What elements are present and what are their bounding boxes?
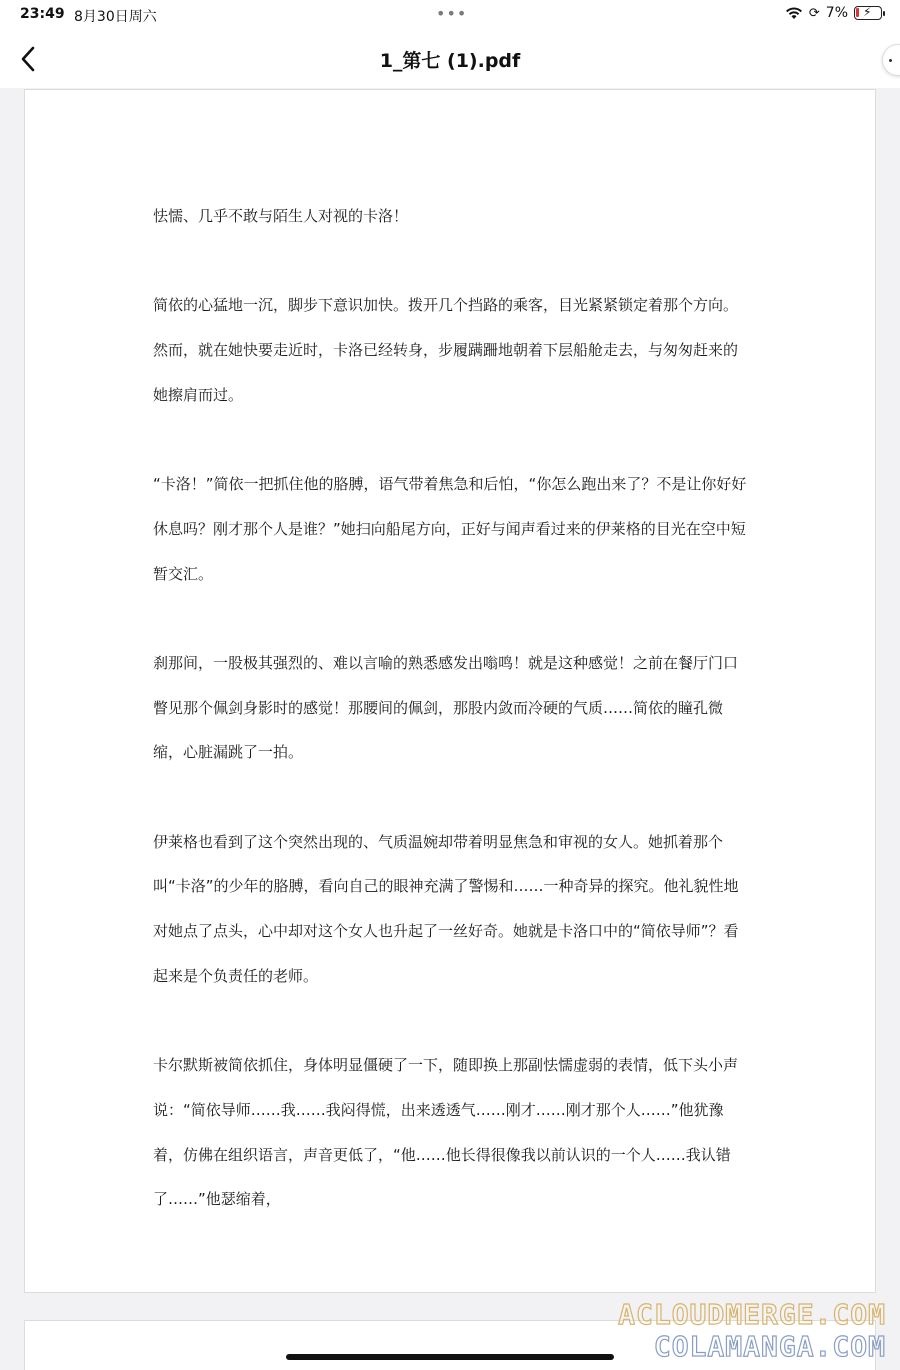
- paragraph: 卡尔默斯被简依抓住，身体明显僵硬了一下，随即换上那副怯懦虚弱的表情，低下头小声说：“简依导师……我……我闷得慌，出来透透气……刚才……刚才那个人……”他犹豫着，仿佛在组织语言，声音更低了，“他……他长得很像我以前认识的一个人……我认错了……”他瑟缩着，: [153, 1056, 739, 1209]
- charging-bolt-icon: ⚡: [863, 5, 872, 19]
- paragraph: 刹那间，一股极其强烈的、难以言喻的熟悉感发出嗡鸣！就是这种感觉！之前在餐厅门口瞥见那个佩剑身影时的感觉！那腰间的佩剑，那股内敛而冷硬的气质……简依的瞳孔微缩，心脏漏跳了一拍。: [153, 653, 739, 762]
- battery-icon: [854, 6, 882, 20]
- paragraph: “卡洛！”简依一把抓住他的胳膊，语气带着焦急和后怕，“你怎么跑出来了？不是让你好好休息吗？刚才那个人是谁？”她扫向船尾方向，正好与闻声看过来的伊莱格的目光在空中短暂交汇。: [153, 475, 747, 583]
- nav-bar: [0, 30, 900, 88]
- multitask-dots[interactable]: •••: [436, 4, 468, 23]
- pdf-page[interactable]: [24, 89, 876, 1293]
- status-bar: [0, 0, 900, 30]
- paragraph: 怯懦、几乎不敢与陌生人对视的卡洛！: [153, 207, 409, 225]
- paragraph: 伊莱格也看到了这个突然出现的、气质温婉却带着明显焦急和审视的女人。她抓着那个叫“卡洛”的少年的胳膊，看向自己的眼神充满了警惕和……一种奇异的探究。他礼貌性地对她点了点头，心中却对这个女人也升起了一丝好奇。她就是卡洛口中的“简依导师”？看起来是个负责任的老师。: [153, 832, 739, 985]
- home-indicator[interactable]: [286, 1354, 614, 1360]
- paragraph: 简依的心猛地一沉，脚步下意识加快。拨开几个挡路的乘客，目光紧紧锁定着那个方向。然而，就在她快要走近时，卡洛已经转身，步履蹒跚地朝着下层船舱走去，与匆匆赶来的她擦肩而过。: [153, 296, 739, 404]
- page-text: [153, 194, 751, 1267]
- status-date: 8月30日周六: [74, 9, 157, 25]
- status-time: 23:49: [20, 6, 65, 22]
- document-title: 1_第七 (1).pdf: [379, 50, 521, 72]
- more-dots-icon: [889, 59, 892, 62]
- watermark-line-1: ACLOUDMERGE.COM: [618, 1298, 886, 1331]
- watermark-line-2: COLAMANGA.COM: [653, 1330, 886, 1363]
- status-indicators: [785, 5, 882, 21]
- wifi-icon: [785, 6, 803, 20]
- battery-percent: 7%: [825, 5, 848, 21]
- rotation-lock-icon: ⟳: [808, 5, 820, 21]
